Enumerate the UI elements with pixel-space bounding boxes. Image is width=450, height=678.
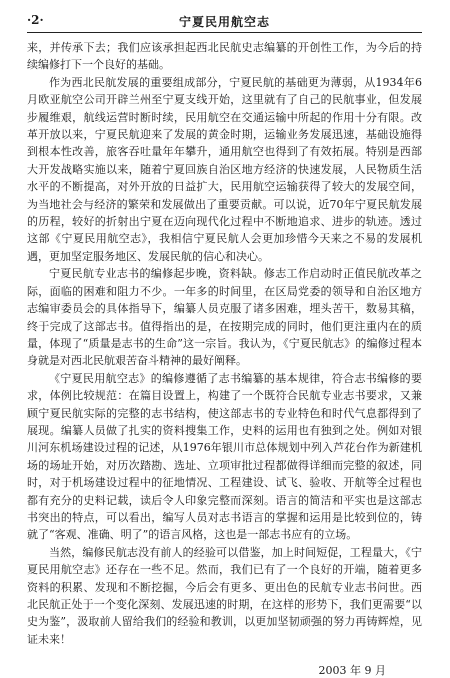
page-header [27,10,422,30]
page-number: ·2· [27,13,44,27]
running-title: 宁夏民用航空志 [178,15,270,29]
paragraph: 当然，编修民航志没有前人的经验可以借鉴，加上时间短促，工程量大，《宁夏民用航空志》还存在一些不足。然而，我们已有了一个良好的开端，随着更多资料的积累、发现和不断挖掘，今后会有更多、更出色的民航专业志书问世。西北民航正处于一个变化深刻、发展迅速的时期，在这样的形势下，我们更需要“以史为鉴”，汲取前人留给我们的经验和教训，以更加坚韧顽强的努力再铸辉煌，见证未来！ [27,545,422,646]
paragraph-continuation: 来，并传承下去；我们应该承担起西北民航史志编纂的开创性工作，为今后的持续编修打下一个良好的基础。 [27,41,422,72]
header-rule [27,32,422,33]
paragraph: 《宁夏民用航空志》的编修遵循了志书编纂的基本规律，符合志书编修的要求，体例比较规范：在篇目设置上，构建了一个既符合民航专业志书要求，又兼顾宁夏民航实际的完整的志书结构，使这部志书的专业特色和时代气息都得到了展现。编纂人员做了扎实的资料搜集工作，史料的运用也有独到之处。例如对银川河东机场建设过程的记述，从1976年银川市总体规划中列入芦花台作为新建机场的场址开始，对历次踏勘、选址、立项审批过程都做得详细而完整的叙述，同时，对于机场建设过程中的征地情况、工程建设、试飞、验收、开航等全过程也都有充分的史料记载，读后令人印象完整而深刻。语言的简洁和平实也是这部志书突出的特点，可以看出，编写人员对志书语言的掌握和运用是比较到位的，铸就了“客观、准确、明了”的语言风格，这也是一部志书应有的立场。 [27,371,422,542]
paragraph: 作为西北民航发展的重要组成部分，宁夏民航的基础更为薄弱，从1934年6月欧亚航空公司开辟兰州至宁夏支线开始，这里就有了自己的民航事业，但发展步履维艰，航线运营时断时续，民用航空在交通运输中所起的作用十分有限。改革开放以来，宁夏民航迎来了发展的黄金时期，运输业务发展迅速，基础设施得到根本性改善，旅客吞吐量年年攀升，通用航空也得到了有效拓展。特别是西部大开发战略实施以来，随着宁夏回族自治区地方经济的快速发展，人民物质生活水平的不断提高，对外开放的日益扩大，民用航空运输获得了较大的发展空间，为当地社会与经济的繁荣和发展做出了重要贡献。可以说，近70年宁夏民航发展的历程，较好的折射出宁夏在迈向现代化过程中不断地追求、进步的轨迹。透过这部《宁夏民用航空志》，我相信宁夏民航人会更加珍惜今天来之不易的发展机遇，更加坚定服务地区、发展民航的信心和决心。 [27,75,422,263]
paragraph: 宁夏民航专业志书的编修起步晚，资料缺。修志工作启动时正值民航改革之际，面临的困难和阻力不少。一年多的时间里，在区局党委的领导和自治区地方志编审委员会的具体指导下，编纂人员克服了诸多困难，埋头苦干，数易其稿，终于完成了这部志书。值得指出的是，在按期完成的同时，他们更注重内在的质量，体现了“质量是志书的生命”这一宗旨。我认为，《宁夏民航志》的编修过程本身就是对西北民航艰苦奋斗精神的最好阐释。 [27,267,422,368]
signature-date: 2003 年 9 月 [318,664,386,678]
body-text [27,39,422,648]
